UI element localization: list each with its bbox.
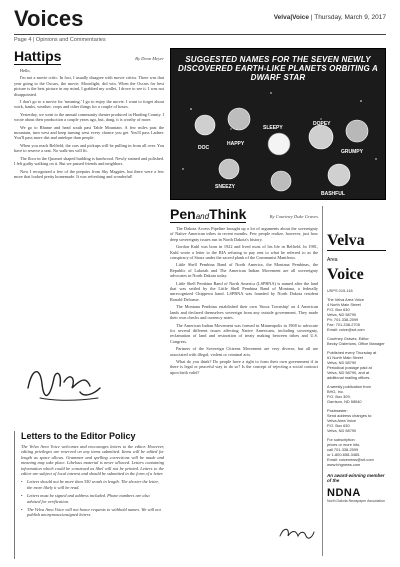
issue-date: Thursday, March 9, 2017 bbox=[314, 14, 386, 21]
editor-policy-list bbox=[21, 479, 164, 517]
hattips-paragraph: Hello, bbox=[20, 68, 31, 73]
masthead bbox=[14, 6, 386, 43]
penthink-paragraph: The Montana Pembina established their own 'Sioux Township' on 4 American lands and declared themselves sovereign from any outside government. They made their own checks and currency notes. bbox=[170, 304, 318, 321]
publisher-line: BHG, Inc. bbox=[327, 389, 344, 394]
address-line: Email: voice@srt.com bbox=[327, 327, 365, 332]
voice-logo bbox=[327, 234, 386, 282]
published-line: additional mailing offices. bbox=[327, 375, 371, 380]
author-signature-image bbox=[276, 520, 316, 546]
address-block bbox=[327, 297, 386, 332]
hattips-heading: Hattips bbox=[14, 48, 62, 64]
address-line: P.O. Box 630 bbox=[327, 307, 350, 312]
editor-policy-item: • The Velva Area Voice will not honor requests to withhold names. We will not publish anonymous/unsigned letters. bbox=[21, 507, 164, 518]
hattips-paragraph: I'm not a movie critic. In fact, I usually disagree with movie critics. There was that year going to the Oscars, the movie, Moonlight, did win. When the Oscars for best picture is the best picture in my mind, I grabbed my wallet, I drove to see it. I was not disappointed. bbox=[14, 75, 164, 97]
signature-image bbox=[20, 358, 120, 406]
penthink-heading-pen: Pen bbox=[170, 206, 196, 222]
staff-line: Courtney Graves, Editor bbox=[327, 336, 369, 341]
subscription-line: For subscription bbox=[327, 437, 355, 442]
dwarf-label: DOC bbox=[198, 145, 210, 151]
published-line: Velva, ND 58790 bbox=[327, 360, 357, 365]
page-title: Voices bbox=[14, 6, 84, 31]
penthink-paragraph: Gordon Kuhl was born in 1922 and lived most of his life in Belfield. In 1981, Kuhl wrote a letter to the BIA refusing to pay rent to what he referred to as the conspiracy of Sioux under the sacred plank of the Communist Manifesto. bbox=[170, 244, 318, 261]
hattips-paragraph: I don't go to a movie for 'meaning.' I go to enjoy the movie. I want to forget about work, banks, weather, crops and other things for a couple of hours. bbox=[14, 99, 164, 110]
subscription-block bbox=[327, 437, 386, 467]
editor-policy-box bbox=[14, 431, 164, 559]
publisher-line: Garrison, ND 58540 bbox=[327, 399, 362, 404]
hattips-paragraph: Yesterday, we went to the annual community theater produced in Harding County. I wrote about their production a couple years ago, but, dang, it is worthy of more. bbox=[14, 111, 164, 123]
address-line: The Velva Area Voice bbox=[327, 297, 364, 302]
hattips-paragraph: The floor in the Quonset shaped building is hardwood. Newly stained and polished. I felt guilty walking on it. But we passed friends and neighbors. bbox=[14, 155, 164, 167]
subscription-line: Email: voicenews@srt.com bbox=[327, 457, 374, 462]
hattips-paragraph: Now I recognized a few of the prepairs from Sky Magpies, but there were a few more that looked pretty homemade. It was refreshing and wonderful! bbox=[14, 168, 164, 179]
section-label: Page 4 | Opinions and Commentaries bbox=[14, 37, 106, 43]
publisher-block bbox=[327, 384, 386, 404]
publication-suffix: Voice bbox=[292, 14, 310, 21]
address-line: Ph: 701-338-2599 bbox=[327, 317, 359, 322]
postmaster-line: Send address changes to: bbox=[327, 413, 373, 418]
editorial-cartoon bbox=[170, 48, 386, 200]
editor-policy-item: • Letters should not be more than 350 words in length. The shorter the letter, the more likely it will be read. bbox=[21, 479, 164, 490]
address-line: Velva, ND 58790 bbox=[327, 312, 357, 317]
hattips-column bbox=[14, 48, 164, 181]
subscription-line: www.bhgnews.com bbox=[327, 462, 361, 467]
logo-line-1: Velva bbox=[327, 232, 365, 249]
penthink-body bbox=[170, 226, 318, 375]
penthink-paragraph: Little Shell Pembina Band of North America, the Montana Pembinas, the Republic of Lakotah and The American Indian Movement are all sovereignty advocates in North Dakota today. bbox=[170, 262, 318, 279]
usps-number: USPS 019-116 bbox=[327, 288, 353, 293]
penthink-heading bbox=[170, 207, 246, 223]
subscription-line: call 701-338-2599 bbox=[327, 447, 359, 452]
published-line: #1 North Main Street bbox=[327, 355, 363, 360]
penthink-paragraph: Partners of the Sovereign Citizens Movement are very diverse, but all are associated with illegal, violent or criminal acts. bbox=[170, 346, 318, 357]
dwarf-label: GRUMPY bbox=[341, 149, 363, 155]
masthead-rule bbox=[14, 34, 386, 35]
subscription-line: or 1-800-658-3485. bbox=[327, 452, 361, 457]
editor-policy-intro: The Velva Area Voice welcomes and encourages letters to the editor. However, editing privileges are reserved on any items submitted. Items will be edited for length as space allows. Grammar and spelling corrections will be made and meaning may take place. Libelous material is never allowed. Letters containing information which could be construed as libel will not be printed. Letters to the editor are subject of local interest and should be submitted in the form of a letter. bbox=[21, 444, 164, 477]
logo-rule bbox=[327, 250, 386, 251]
postmaster-line: Velva, ND 58790 bbox=[327, 428, 357, 433]
logo-line-2: Voice bbox=[327, 266, 364, 283]
dwarf-label: BASHFUL bbox=[321, 191, 345, 197]
hattips-body bbox=[14, 68, 164, 179]
published-line: Periodical postage paid at bbox=[327, 365, 372, 370]
dwarf-label: SNEEZY bbox=[215, 184, 236, 190]
publication-info: Velva|Voice | Thursday, March 9, 2017 bbox=[273, 14, 386, 21]
penthink-paragraph: What do you think? Do people have a right to form their own government if in there is legal or peaceful way to do so? Is the concept of rejecting a social contract upon birth valid? bbox=[170, 358, 318, 375]
publisher-line: A weekly publication from bbox=[327, 384, 371, 389]
address-line: Fax: 701-338-2705 bbox=[327, 322, 360, 327]
penthink-paragraph: The Dakota Access Pipeline brought up a lot of arguments about the sovereignty of Native American tribes in recent months. Few people realize, however, just how deep sovereignty issues run in North Dakota's history. bbox=[170, 226, 318, 242]
penthink-byline: By Courtney Duke Graves bbox=[269, 214, 318, 219]
published-block bbox=[327, 350, 386, 380]
staff-block bbox=[327, 336, 386, 346]
editor-policy-heading: Letters to the Editor Policy bbox=[21, 431, 136, 441]
postmaster-line: Postmaster: bbox=[327, 408, 348, 413]
postmaster-line: Velva Area Voice bbox=[327, 418, 357, 423]
staff-line: Becky Cisterions, Office Manager bbox=[327, 341, 385, 346]
penthink-paragraph: The American Indian Movement was formed in Minneapolis in 1968 to advocate for several different issues affecting Native Americans, including sovereignty, reclamation of land and restoration of treaty making between tribes and U.S. Congress. bbox=[170, 322, 318, 344]
hattips-paragraph: We go to Rhame and head south past Table Mountain. A few miles past the mountain, turn west and keep turning west every chance you get. You'll pass Ladner. You'll pass more dirt and antelope than people. bbox=[14, 124, 164, 141]
logo-small: Area bbox=[327, 257, 338, 263]
penthink-column bbox=[170, 206, 318, 377]
editor-policy-item: • Letters must be signed and address included. Phone numbers are also advised for verification. bbox=[21, 493, 164, 504]
hattips-paragraph: When you reach Belfield, the cars and pickups will be pulling in from all over. You have to reserve a seat. No walk-ins will fit. bbox=[14, 142, 164, 154]
publication-name: Velva bbox=[273, 14, 291, 21]
cartoon-caption: SUGGESTED NAMES FOR THE SEVEN NEWLY DISCOVERED EARTH-LIKE PLANETS ORBITING A DWARF STAR bbox=[177, 55, 378, 82]
publisher-line: P.O. Box 309, bbox=[327, 394, 351, 399]
dwarf-label: HAPPY bbox=[227, 141, 245, 147]
subscription-line: prices or more info, bbox=[327, 442, 361, 447]
penthink-paragraph: Little Shell Pembina Band of North America (LSPBNA) is named after the land that was settled by the Little Shell Pembina Band of Montana, a federally unrecognized Chippewa band. LSPBNA was founded by North Dakota resident Ronald Delorme. bbox=[170, 280, 318, 302]
ndna-subtitle: North Dakota Newspaper Association bbox=[327, 498, 385, 503]
postmaster-block bbox=[327, 408, 386, 433]
postmaster-line: P.O. Box 630 bbox=[327, 423, 350, 428]
address-line: 4 North Main Street bbox=[327, 302, 361, 307]
dwarf-label: DOPEY bbox=[313, 121, 331, 127]
publication-sidebar bbox=[322, 206, 386, 556]
dwarf-label: SLEEPY bbox=[263, 125, 283, 131]
published-line: Published every Thursday at bbox=[327, 350, 377, 355]
ndna-logo: NDNA bbox=[327, 486, 361, 499]
hattips-byline: By Dean Meyer bbox=[135, 56, 164, 61]
award-text: An award-winning member of the bbox=[327, 473, 385, 484]
penthink-heading-and: and bbox=[195, 212, 210, 221]
penthink-heading-think: Think bbox=[209, 206, 247, 222]
published-line: Velva, ND 58790, and at bbox=[327, 370, 370, 375]
